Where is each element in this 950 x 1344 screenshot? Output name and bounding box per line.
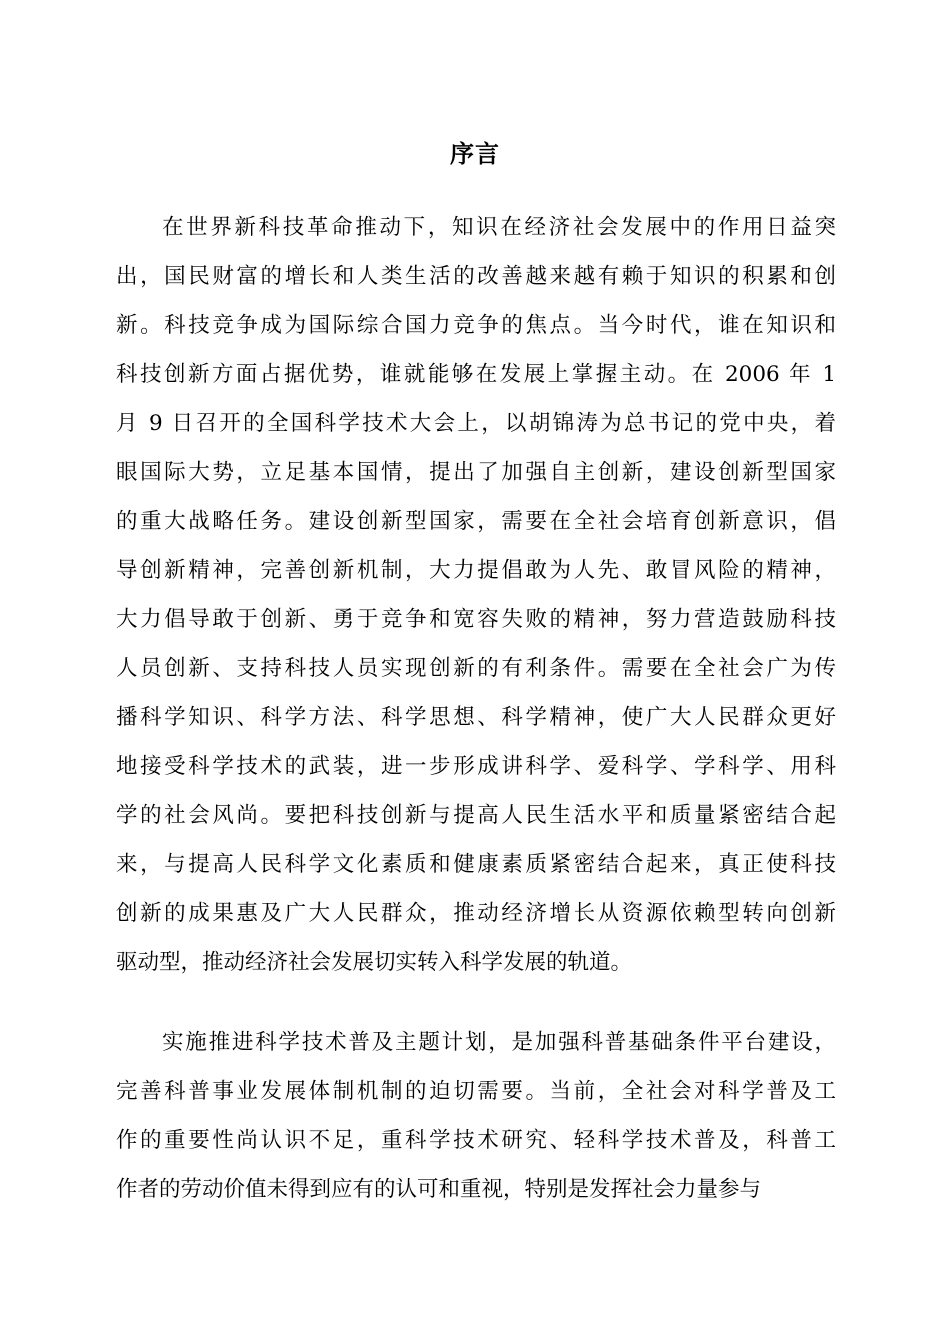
paragraph-1-line-9: 大力倡导敢于创新、勇于竞争和宽容失败的精神，努力营造鼓励科技 <box>116 607 836 632</box>
paragraph-1-line-1: 在世界新科技革命推动下，知识在经济社会发展中的作用日益突 <box>162 215 836 240</box>
paragraph-1-line-8: 导创新精神，完善创新机制，大力提倡敢为人先、敢冒风险的精神， <box>116 558 836 583</box>
paragraph-2-line-3: 作的重要性尚认识不足，重科学技术研究、轻科学技术普及，科普工 <box>116 1128 836 1153</box>
paragraph-1-line-5: 月 9 日召开的全国科学技术大会上，以胡锦涛为总书记的党中央，着 <box>116 411 836 436</box>
paragraph-1-line-14: 来，与提高人民科学文化素质和健康素质紧密结合起来，真正使科技 <box>116 852 836 877</box>
paragraph-1-line-6: 眼国际大势，立足基本国情，提出了加强自主创新，建设创新型国家 <box>116 460 836 485</box>
paragraph-1-line-11: 播科学知识、科学方法、科学思想、科学精神，使广大人民群众更好 <box>116 705 836 730</box>
paragraph-2-line-2: 完善科普事业发展体制机制的迫切需要。当前，全社会对科学普及工 <box>116 1079 836 1104</box>
paragraph-1-line-3: 新。科技竞争成为国际综合国力竞争的焦点。当今时代，谁在知识和 <box>116 313 836 338</box>
paragraph-1-line-16: 驱动型，推动经济社会发展切实转入科学发展的轨道。 <box>116 950 633 975</box>
paragraph-1-line-10: 人员创新、支持科技人员实现创新的有利条件。需要在全社会广为传 <box>116 656 836 681</box>
page-title: 序言 <box>450 140 500 168</box>
paragraph-1-line-4: 科技创新方面占据优势，谁就能够在发展上掌握主动。在 2006 年 1 <box>116 362 836 387</box>
paragraph-1-line-2: 出，国民财富的增长和人类生活的改善越来越有赖于知识的积累和创 <box>116 264 836 289</box>
paragraph-2-line-4: 作者的劳动价值未得到应有的认可和重视，特别是发挥社会力量参与 <box>116 1177 762 1202</box>
paragraph-1-line-12: 地接受科学技术的武装，进一步形成讲科学、爱科学、学科学、用科 <box>116 754 836 779</box>
paragraph-1-line-7: 的重大战略任务。建设创新型国家，需要在全社会培育创新意识，倡 <box>116 509 836 534</box>
paragraph-1-line-13: 学的社会风尚。要把科技创新与提高人民生活水平和质量紧密结合起 <box>116 803 836 828</box>
paragraph-1-line-15: 创新的成果惠及广大人民群众，推动经济增长从资源依赖型转向创新 <box>116 901 836 926</box>
paragraph-2-line-1: 实施推进科学技术普及主题计划，是加强科普基础条件平台建设， <box>162 1030 836 1055</box>
